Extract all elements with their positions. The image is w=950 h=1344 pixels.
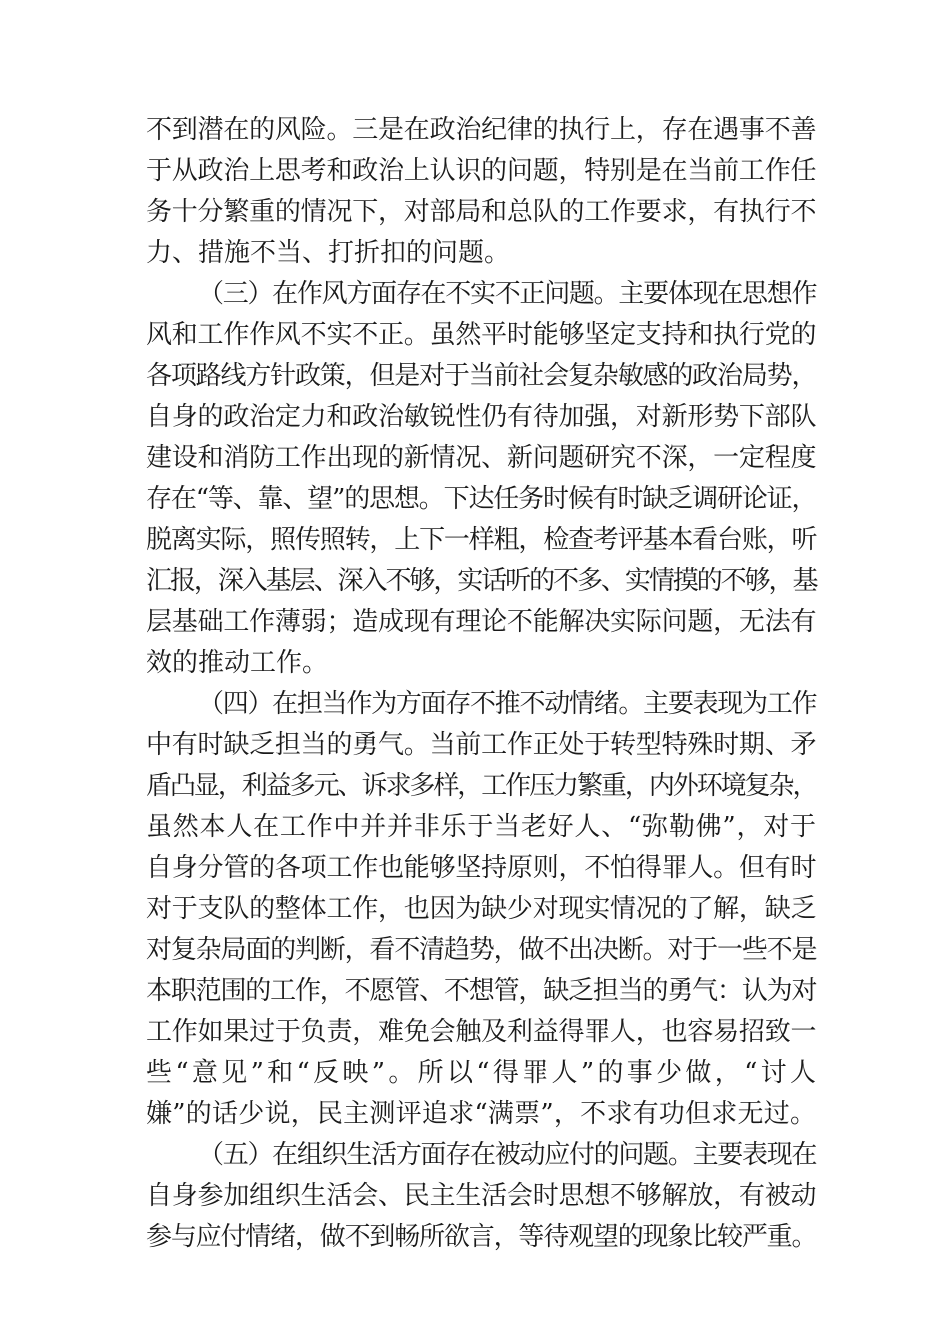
body-line: 不到潜在的风险。三是在政治纪律的执行上，存在遇事不善 <box>146 115 816 145</box>
body-line: 嫌”的话少说，民主测评追求“满票”，不求有功但求无过。 <box>146 1099 816 1129</box>
section-heading-line: （四）在担当作为方面存不推不动情绪。主要表现为工作 <box>198 689 816 719</box>
section-heading-line: （五）在组织生活方面存在被动应付的问题。主要表现在 <box>198 1140 816 1170</box>
body-line: 汇报，深入基层、深入不够，实话听的不多、实情摸的不够，基 <box>146 566 816 596</box>
body-line: 盾凸显，利益多元、诉求多样，工作压力繁重，内外环境复杂， <box>146 771 816 801</box>
body-line: 自身参加组织生活会、民主生活会时思想不够解放，有被动 <box>146 1181 816 1211</box>
body-line: 对复杂局面的判断，看不清趋势，做不出决断。对于一些不是 <box>146 935 816 965</box>
body-line: 务十分繁重的情况下，对部局和总队的工作要求，有执行不 <box>146 197 816 227</box>
section-heading-line: （三）在作风方面存在不实不正问题。主要体现在思想作 <box>198 279 816 309</box>
body-line: 脱离实际，照传照转，上下一样粗，检查考评基本看台账，听 <box>146 525 816 555</box>
body-line: 参与应付情绪，做不到畅所欲言，等待观望的现象比较严重。 <box>146 1222 816 1252</box>
body-line: 各项路线方针政策，但是对于当前社会复杂敏感的政治局势， <box>146 361 816 391</box>
body-line: 于从政治上思考和政治上认识的问题，特别是在当前工作任 <box>146 156 816 186</box>
body-line: 存在“等、靠、望”的思想。下达任务时候有时缺乏调研论证， <box>146 484 816 514</box>
body-line: 风和工作作风不实不正。虽然平时能够坚定支持和执行党的 <box>146 320 816 350</box>
body-line: 自身的政治定力和政治敏锐性仍有待加强，对新形势下部队 <box>146 402 816 432</box>
body-line: 虽然本人在工作中并并非乐于当老好人、“弥勒佛”，对于 <box>146 812 816 842</box>
body-line: 本职范围的工作，不愿管、不想管，缺乏担当的勇气：认为对 <box>146 976 816 1006</box>
body-line: 些“意见”和“反映”。所以“得罪人”的事少做，“讨人 <box>146 1058 816 1088</box>
body-line: 中有时缺乏担当的勇气。当前工作正处于转型特殊时期、矛 <box>146 730 816 760</box>
body-line: 层基础工作薄弱；造成现有理论不能解决实际问题，无法有 <box>146 607 816 637</box>
body-line: 工作如果过于负责，难免会触及利益得罪人，也容易招致一 <box>146 1017 816 1047</box>
body-line: 自身分管的各项工作也能够坚持原则，不怕得罪人。但有时 <box>146 853 816 883</box>
document-body <box>146 110 816 1258</box>
body-line: 效的推动工作。 <box>146 648 329 678</box>
body-line: 力、措施不当、打折扣的问题。 <box>146 238 511 268</box>
body-line: 建设和消防工作出现的新情况、新问题研究不深，一定程度 <box>146 443 816 473</box>
body-line: 对于支队的整体工作，也因为缺少对现实情况的了解，缺乏 <box>146 894 816 924</box>
